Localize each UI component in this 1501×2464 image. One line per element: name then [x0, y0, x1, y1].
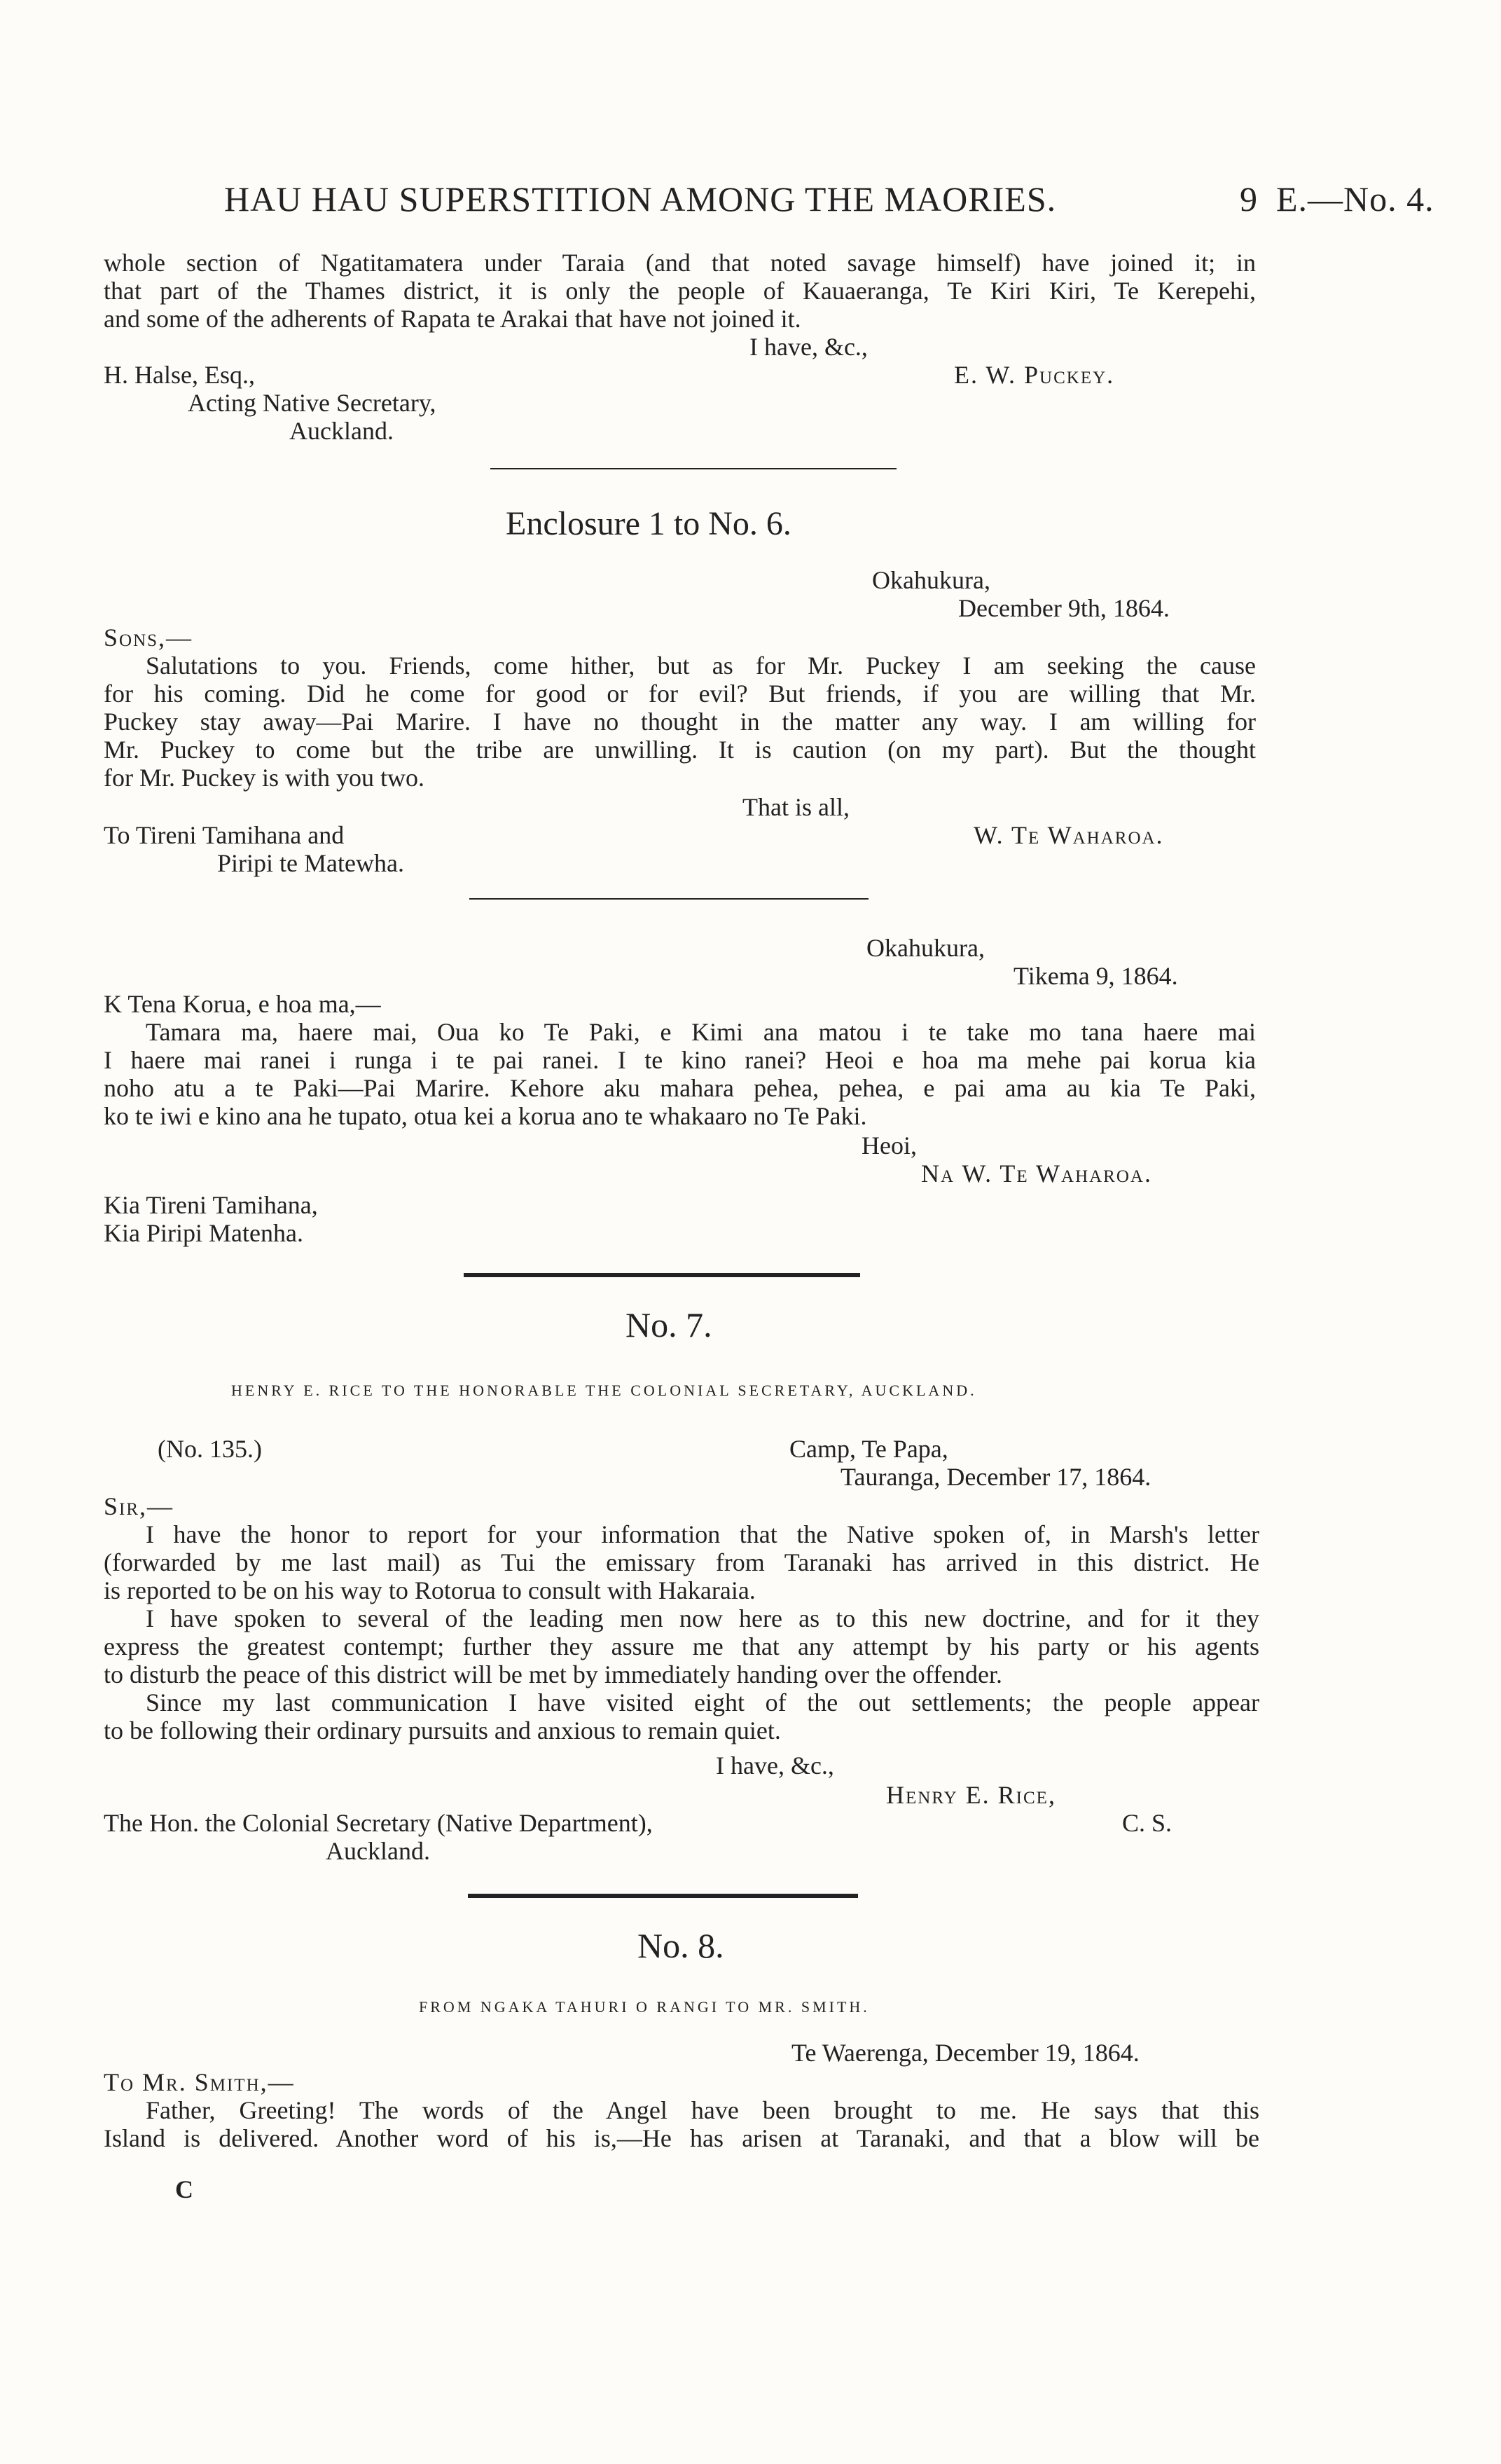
enclosure-line: Mr. Puckey to come but the tribe are unwilling. It is caution (on my part). But the thought — [104, 736, 1256, 764]
maori-closing: Heoi, — [862, 1131, 917, 1159]
letter-salutation: To Mr. Smith,— — [104, 2068, 295, 2096]
intro-paragraph — [104, 249, 1256, 333]
intro-signature: E. W. Puckey. — [954, 361, 1115, 389]
letter-paragraph — [104, 1520, 1259, 1744]
letter-line: express the greatest contempt; further they assure me that any attempt by his party or his agents — [104, 1632, 1259, 1660]
letter-paragraph — [104, 2096, 1259, 2152]
letter-line: I have spoken to several of the leading men now here as to this new doctrine, and for it they — [146, 1604, 1259, 1632]
divider — [490, 468, 897, 469]
document-reference: E.—No. 4. — [1276, 179, 1434, 219]
letter-date: Te Waerenga, December 19, 1864. — [791, 2039, 1140, 2067]
letter-subheading: HENRY E. RICE TO THE HONORABLE THE COLONIAL SECRETARY, AUCKLAND. — [231, 1382, 977, 1399]
maori-recipient: Kia Tireni Tamihana, — [104, 1191, 318, 1219]
enclosure-recipient: To Tireni Tamihana and — [104, 821, 345, 849]
maori-line: ko te iwi e kino ana he tupato, otua kei a korua ano te whakaaro no Te Paki. — [104, 1102, 867, 1130]
letter-place: Camp, Te Papa, — [789, 1435, 948, 1463]
letter-signature: Henry E. Rice, — [886, 1781, 1056, 1809]
divider-thick — [468, 1894, 858, 1898]
divider — [469, 898, 869, 900]
letter-salutation: Sir,— — [104, 1492, 174, 1520]
letter-line: Father, Greeting! The words of the Angel have been brought to me. He says that this — [146, 2096, 1259, 2124]
maori-signature: Na W. Te Waharoa. — [921, 1159, 1152, 1188]
intro-addressee-place: Auckland. — [289, 417, 394, 445]
intro-line: whole section of Ngatitamatera under Taraia (and that noted savage himself) have joined it; in — [104, 249, 1256, 277]
enclosure-place: Okahukura, — [872, 566, 990, 594]
maori-place: Okahukura, — [866, 934, 985, 962]
letter-line: I have the honor to report for your information that the Native spoken of, in Marsh's letter — [146, 1520, 1259, 1548]
enclosure-recipient: Piripi te Matewha. — [217, 849, 404, 877]
enclosure-signature: W. Te Waharoa. — [974, 821, 1164, 849]
intro-line: and some of the adherents of Rapata te Arakai that have not joined it. — [104, 305, 801, 333]
letter-line: to be following their ordinary pursuits and anxious to remain quiet. — [104, 1716, 781, 1744]
intro-line: that part of the Thames district, it is only the people of Kauaeranga, Te Kiri Kiri, Te Kerepehi, — [104, 277, 1256, 305]
letter-recipient-place: Auckland. — [326, 1837, 430, 1865]
maori-line: I haere mai ranei i runga i te pai ranei. I te kino ranei? Heoi e hoa ma mehe pai korua kia — [104, 1046, 1256, 1074]
letter-line: Since my last communication I have visited eight of the out settlements; the people appear — [146, 1688, 1259, 1716]
maori-salutation: K Tena Korua, e hoa ma,— — [104, 990, 381, 1018]
letter-recipient: The Hon. the Colonial Secretary (Native Department), — [104, 1809, 653, 1837]
maori-paragraph — [104, 1018, 1256, 1130]
running-title: HAU HAU SUPERSTITION AMONG THE MAORIES. — [224, 179, 1057, 219]
enclosure-salutation: Sons,— — [104, 624, 193, 652]
letter-place-date: Tauranga, December 17, 1864. — [841, 1463, 1151, 1491]
maori-line: Tamara ma, haere mai, Oua ko Te Paki, e Kimi ana matou i te take mo tana haere mai — [146, 1018, 1256, 1046]
enclosure-paragraph — [104, 652, 1256, 792]
letter-closing: I have, &c., — [716, 1751, 834, 1780]
enclosure-line: Salutations to you. Friends, come hither, but as for Mr. Puckey I am seeking the cause — [146, 652, 1256, 680]
page-number: 9 — [1240, 179, 1258, 219]
intro-addressee-title: Acting Native Secretary, — [188, 389, 436, 417]
letter-line: to disturb the peace of this district will be met by immediately handing over the offender. — [104, 1660, 1003, 1688]
enclosure-line: Puckey stay away—Pai Marire. I have no thought in the matter any way. I am willing for — [104, 708, 1256, 736]
letter-heading: No. 7. — [625, 1305, 712, 1344]
enclosure-closing: That is all, — [742, 793, 850, 821]
letter-subheading: FROM NGAKA TAHURI O RANGI TO MR. SMITH. — [419, 1998, 870, 2016]
maori-line: noho atu a te Paki—Pai Marire. Kehore aku mahara pehea, pehea, e pai ama au kia Te Paki, — [104, 1074, 1256, 1102]
enclosure-heading: Enclosure 1 to No. 6. — [506, 505, 791, 542]
letter-reference: (No. 135.) — [158, 1435, 262, 1463]
divider-thick — [464, 1273, 860, 1277]
maori-recipient: Kia Piripi Matenha. — [104, 1219, 303, 1247]
letter-heading: No. 8. — [637, 1926, 724, 1965]
enclosure-line: for Mr. Puckey is with you two. — [104, 764, 424, 792]
intro-closing: I have, &c., — [749, 333, 868, 361]
letter-line: is reported to be on his way to Rotorua to consult with Hakaraia. — [104, 1576, 756, 1604]
maori-date: Tikema 9, 1864. — [1014, 962, 1178, 990]
enclosure-date: December 9th, 1864. — [958, 594, 1170, 622]
letter-line: Island is delivered. Another word of his is,—He has arisen at Taranaki, and that a blow will be — [104, 2124, 1259, 2152]
letter-signature-title: C. S. — [1122, 1809, 1173, 1837]
enclosure-line: for his coming. Did he come for good or for evil? But friends, if you are willing that Mr. — [104, 680, 1256, 708]
printer-signature-mark: C — [175, 2175, 193, 2203]
letter-line: (forwarded by me last mail) as Tui the emissary from Taranaki has arrived in this district. He — [104, 1548, 1259, 1576]
intro-addressee: H. Halse, Esq., — [104, 361, 255, 389]
